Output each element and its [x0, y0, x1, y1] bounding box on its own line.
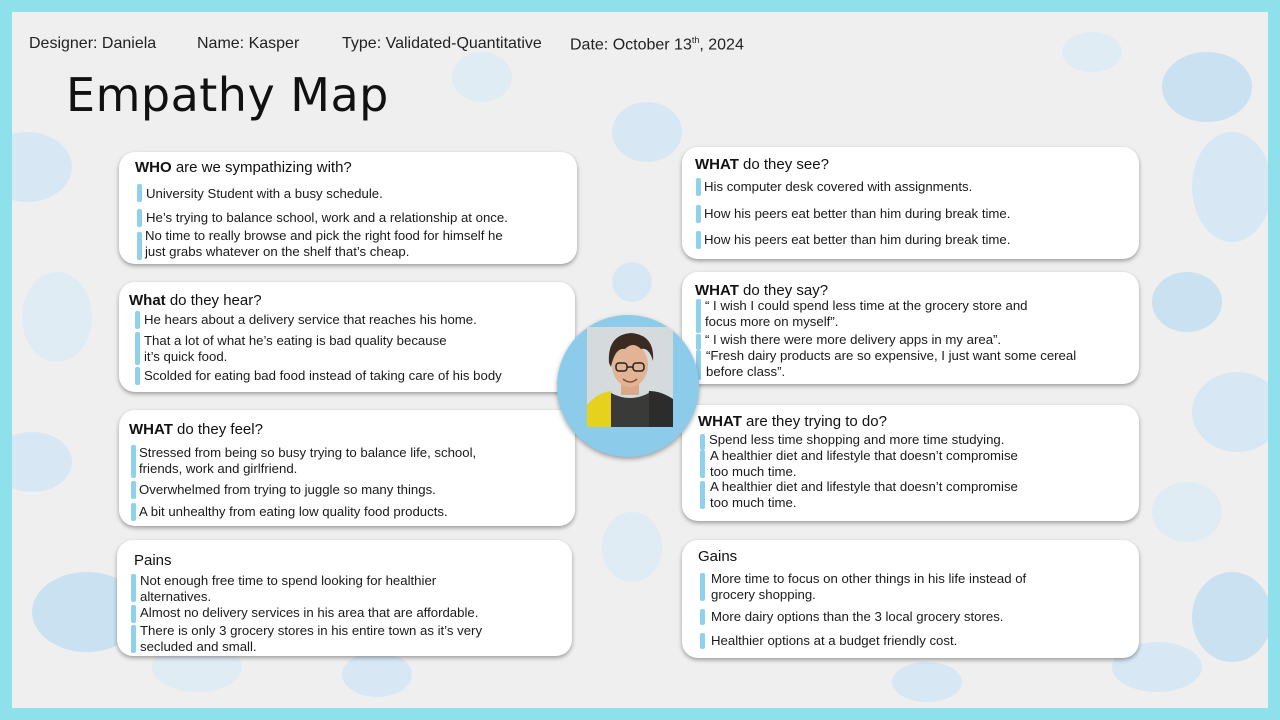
list-item: How his peers eat better than him during break time. [704, 232, 1011, 247]
list-item: More time to focus on other things in his life instead of [711, 571, 1027, 586]
list-item: He hears about a delivery service that reaches his home. [144, 312, 477, 327]
bullet-bar [135, 332, 140, 365]
bullet-bar [700, 633, 705, 649]
list-item: His computer desk covered with assignments. [704, 179, 973, 194]
list-item: grocery shopping. [711, 587, 816, 602]
list-item: No time to really browse and pick the right food for himself he [145, 228, 503, 243]
bullet-bar [696, 299, 701, 333]
list-item: A healthier diet and lifestyle that doesn’t compromise [710, 479, 1018, 494]
page-title: Empathy Map [66, 68, 389, 122]
bullet-bar [696, 231, 701, 249]
bullet-bar [700, 609, 705, 625]
list-item: There is only 3 grocery stores in his entire town as it’s very [140, 623, 483, 638]
bullet-bar [700, 450, 705, 478]
card-gains [682, 540, 1139, 658]
list-item: University Student with a busy schedule. [146, 186, 383, 201]
list-item: Overwhelmed from trying to juggle so many things. [139, 482, 436, 497]
list-item: “ I wish I could spend less time at the grocery store and [705, 298, 1028, 313]
list-item: Stressed from being so busy trying to balance life, school, [139, 445, 477, 460]
card-say [682, 272, 1139, 384]
list-item: friends, work and girlfriend. [139, 461, 298, 476]
bullet-bar [696, 205, 701, 223]
list-item: “Fresh dairy products are so expensive, I just want some cereal [706, 348, 1077, 363]
list-item: too much time. [710, 464, 797, 479]
list-item: A bit unhealthy from eating low quality food products. [139, 504, 448, 519]
card-pains-title: Pains [134, 552, 172, 569]
designer-label: Designer: Daniela [29, 35, 157, 52]
bullet-bar [131, 574, 136, 602]
slide [12, 12, 1268, 708]
bullet-bar [137, 232, 142, 260]
list-item: Scolded for eating bad food instead of taking care of his body [144, 368, 502, 383]
card-gains-title: Gains [698, 548, 738, 565]
list-item: Almost no delivery services in his area that are affordable. [140, 605, 479, 620]
bullet-bar [700, 573, 705, 601]
card-see-title: WHAT do they see? [695, 156, 829, 173]
list-item: Spend less time shopping and more time studying. [709, 432, 1005, 447]
card-do-title: WHAT are they trying to do? [698, 413, 887, 430]
bullet-bar [131, 625, 136, 653]
list-item: More dairy options than the 3 local grocery stores. [711, 609, 1004, 624]
bullet-bar [700, 434, 705, 450]
list-item: it’s quick food. [144, 349, 228, 364]
type-label: Type: Validated-Quantitative [342, 35, 542, 52]
list-item: too much time. [710, 495, 797, 510]
card-who-title: WHO are we sympathizing with? [135, 159, 352, 176]
card-pains [117, 540, 572, 656]
card-hear [119, 282, 575, 392]
card-feel [119, 410, 575, 526]
bullet-bar [696, 178, 701, 196]
list-item: That a lot of what he’s eating is bad quality because [144, 333, 447, 348]
card-who [119, 152, 577, 264]
bullet-bar [135, 311, 140, 329]
bullet-bar [135, 367, 140, 385]
list-item: A healthier diet and lifestyle that doesn’t compromise [710, 448, 1018, 463]
card-hear-title: What do they hear? [129, 292, 262, 309]
bullet-bar [131, 445, 136, 478]
list-item: secluded and small. [140, 639, 257, 654]
bullet-bar [696, 334, 701, 350]
date-label: Date: October 13th, 2024 [570, 35, 744, 54]
list-item: Not enough free time to spend looking for healthier [140, 573, 437, 588]
list-item: just grabs whatever on the shelf that’s cheap. [145, 244, 410, 259]
card-do [682, 405, 1139, 521]
bullet-bar [131, 503, 136, 521]
list-item: He’s trying to balance school, work and a relationship at once. [146, 210, 508, 225]
avatar [557, 315, 699, 457]
list-item: focus more on myself”. [705, 314, 839, 329]
card-say-title: WHAT do they say? [695, 282, 829, 299]
list-item: alternatives. [140, 589, 212, 604]
bullet-bar [131, 605, 136, 623]
bullet-bar [700, 481, 705, 509]
bullet-bar [137, 209, 142, 227]
bullet-bar [137, 184, 142, 202]
card-feel-title: WHAT do they feel? [129, 421, 263, 438]
list-item: Healthier options at a budget friendly cost. [711, 633, 958, 648]
list-item: How his peers eat better than him during break time. [704, 206, 1011, 221]
persona-photo [587, 327, 673, 427]
persona-name-label: Name: Kasper [197, 35, 300, 52]
list-item: “ I wish there were more delivery apps in my area”. [705, 332, 1002, 347]
card-see [682, 147, 1139, 259]
list-item: before class”. [706, 364, 786, 379]
bullet-bar [131, 481, 136, 499]
